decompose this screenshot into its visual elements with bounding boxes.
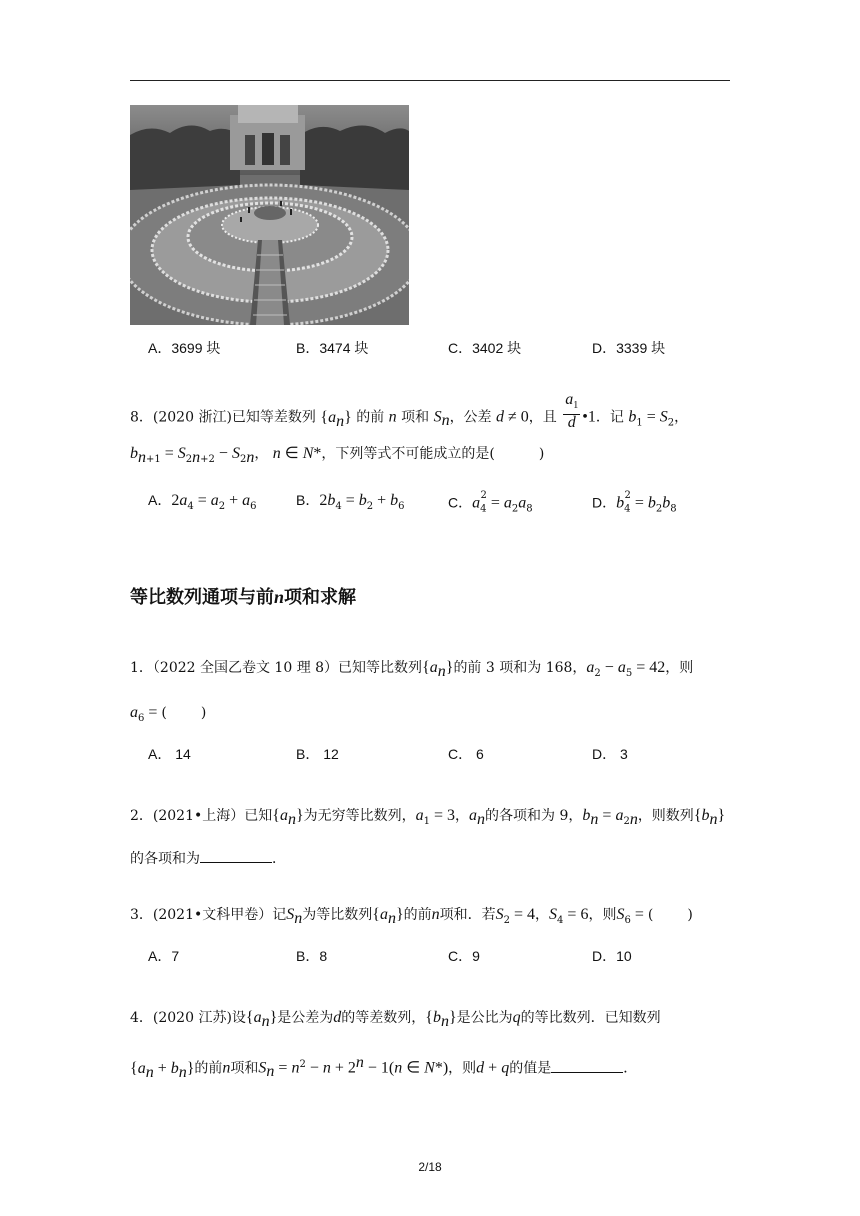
q3-option-a: A．7	[148, 948, 180, 964]
q2-answer-blank[interactable]	[200, 848, 272, 863]
q1-line-1: 1．（2022 全国乙卷文 10 理 8）已知等比数列$\{a_n\}$的前 3 项和为 168，$a_2 - a_5 = 42$，则	[130, 659, 694, 681]
q8-option-d: D．$b_4^2 = b_2b_8$	[592, 490, 677, 515]
q3-option-c: C．9	[448, 948, 480, 964]
q8-fraction: $\frac{a_1}{d}$	[565, 391, 579, 432]
q8-option-c: C．$a_4^2 = a_2a_8$	[448, 490, 533, 515]
page-number: 2/18	[418, 1160, 442, 1174]
q1-option-c: C． 6	[448, 746, 484, 762]
q7-option-b: B．3474 块	[296, 340, 369, 356]
q1-option-b: B． 12	[296, 746, 339, 762]
q8-option-b: B．$2b_4 = b_2 + b_6$	[296, 492, 405, 512]
q7-option-c: C．3402 块	[448, 340, 522, 356]
q8-prefix: 8．(2020 浙江)已知等差数列	[130, 409, 316, 426]
section-heading: 等比数列通项与前n项和求解	[130, 587, 357, 608]
q4-line-1: 4．(2020 江苏)设$\{a_n\}$是公差为d的等差数列，$\{b_n\}$是公比为q的等比数列．已知数列	[130, 1009, 661, 1031]
header-rule	[130, 80, 730, 81]
circular-altar-photo	[130, 105, 409, 325]
q1-option-a: A． 14	[148, 746, 191, 762]
q7-option-d: D．3339 块	[592, 340, 666, 356]
q8-option-a: A．$2a_4 = a_2 + a_6$	[148, 492, 257, 512]
q7-option-a: A．3699 块	[148, 340, 221, 356]
q8-line-1: 8．(2020 浙江)已知等差数列 $\{a_n\}$ 的前 n 项和 $S_n$，公差 d ≠ 0，且 $\frac{a_1}{d}$ •1．记 $b_1 = S_2$，	[130, 391, 689, 432]
q3-option-b: B．8	[296, 948, 328, 964]
q2-line-1: 2．(2021•上海）已知$\{a_n\}$为无穷等比数列，$a_1 = 3$，$a_n$的各项和为 9，$b_n = a_{2n}$，则数列$\{b_n\}$	[130, 807, 726, 829]
q3-option-d: D．10	[592, 948, 632, 964]
q2-line-2: 的各项和为 ．	[130, 848, 286, 869]
q4-line-2: $\{a_n + b_n\}$的前n项和$S_n = n^2 - n + 2^n - 1(n$ ∈ N*)，则d + q的值是 ．	[130, 1054, 638, 1081]
q3-line-1: 3．(2021•文科甲卷）记$S_n$为等比数列$\{a_n\}$的前n项和．若$S_2 = 4$，$S_4 = 6$，则$S_6$ = ( )	[130, 906, 693, 928]
q1-option-d: D． 3	[592, 746, 628, 762]
q4-answer-blank[interactable]	[551, 1058, 623, 1073]
q1-line-2: $a_6$ = ( )	[130, 704, 207, 724]
q8-line-2: $b_{n+1} = S_{2n+2} - S_{2n}$， n ∈ N*，下列等式不可能成立的是( )	[130, 445, 545, 466]
